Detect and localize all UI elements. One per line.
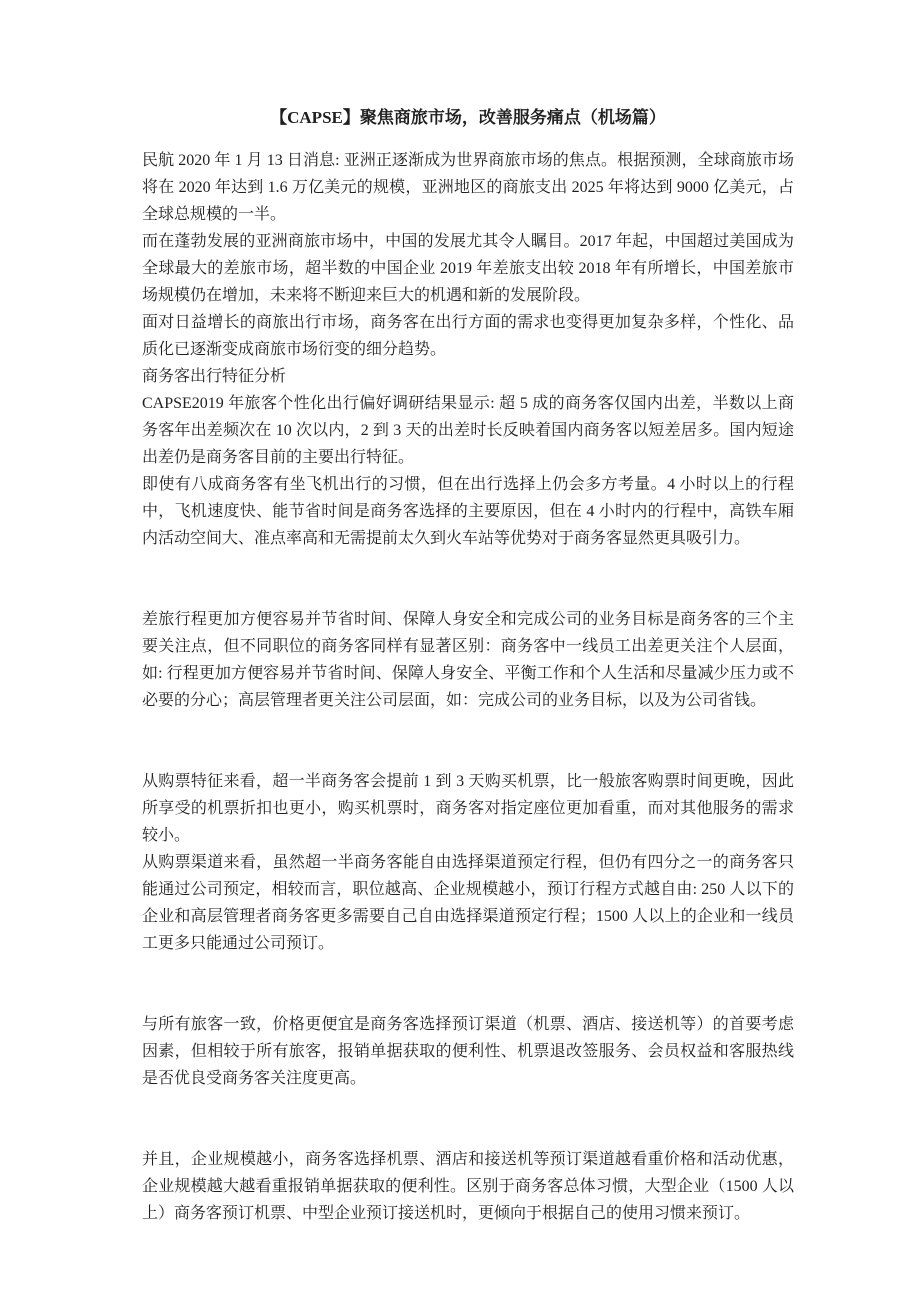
paragraph-company-size-preferences: 并且，企业规模越小，商务客选择机票、酒店和接送机等预订渠道越看重价格和活动优惠，企业规模越大越看重报销单据获取的便利性。区别于商务客总体习惯，大型企业（1500 人以上）商务客预订机票、中型企业预订接送机时，更倾向于根据自己的使用习惯来预订。 — [142, 1151, 794, 1222]
paragraph-ticket-purchase-timing: 从购票特征来看，超一半商务客会提前 1 到 3 天购买机票，比一般旅客购票时间更晚，因此所享受的机票折扣也更小，购买机票时，商务客对指定座位更加看重，而对其他服务的需求较小。 — [142, 773, 794, 844]
paragraph-market-trends: 面对日益增长的商旅出行市场，商务客在出行方面的需求也变得更加复杂多样，个性化、品质化已逐渐变成商旅市场衍变的细分趋势。 — [142, 314, 794, 358]
paragraph-minhang-news-intro: 民航 2020 年 1 月 13 日消息: 亚洲正逐渐成为世界商旅市场的焦点。根据预测，全球商旅市场将在 2020 年达到 1.6 万亿美元的规模，亚洲地区的商旅支出 2025 年将达到 9000 亿美元，占全球总规模的一半。 — [142, 152, 794, 223]
blank-line-gap-4 — [142, 1092, 794, 1146]
paragraph-price-priority: 与所有旅客一致，价格更便宜是商务客选择预订渠道（机票、酒店、接送机等）的首要考虑因素，但相较于所有旅客，报销单据获取的便利性、机票退改签服务、会员权益和客服热线是否优良受商务客关注度更高。 — [142, 1016, 794, 1087]
blank-line-gap-2 — [142, 714, 794, 768]
paragraph-china-travel-market: 而在蓬勃发展的亚洲商旅市场中，中国的发展尤其令人瞩目。2017 年起，中国超过美国成为全球最大的差旅市场，超半数的中国企业 2019 年差旅支出较 2018 年有所增长，中国差旅市场规模仍在增加，未来将不断迎来巨大的机遇和新的发展阶段。 — [142, 233, 794, 304]
blank-line-gap-3 — [142, 957, 794, 1011]
paragraph-business-traveler-concerns: 差旅行程更加方便容易并节省时间、保障人身安全和完成公司的业务目标是商务客的三个主要关注点，但不同职位的商务客同样有显著区别：商务客中一线员工出差更关注个人层面，如: 行程更加方便容易并节省时间、保障人身安全、平衡工作和个人生活和尽量减少压力或不必要的分心；高层管理者更关注公司层面，如：完成公司的业务目标，以及为公司省钱。 — [142, 611, 794, 709]
section-heading-travel-characteristics: 商务客出行特征分析 — [142, 368, 287, 385]
blank-line-gap-1 — [142, 552, 794, 606]
paragraph-capse-survey-results: CAPSE2019 年旅客个性化出行偏好调研结果显示: 超 5 成的商务客仅国内出差，半数以上商务客年出差频次在 10 次以内，2 到 3 天的出差时长反映着国内商务客以短差居多。国内短途出差仍是商务客目前的主要出行特征。 — [142, 395, 794, 466]
paragraph-flight-vs-rail: 即使有八成商务客有坐飞机出行的习惯，但在出行选择上仍会多方考量。4 小时以上的行程中，飞机速度快、能节省时间是商务客选择的主要原因，但在 4 小时内的行程中，高铁车厢内活动空间大、准点率高和无需提前太久到火车站等优势对于商务客显然更具吸引力。 — [142, 476, 794, 547]
document-title: 【CAPSE】聚焦商旅市场，改善服务痛点（机场篇） — [270, 108, 666, 127]
paragraph-booking-channels: 从购票渠道来看，虽然超一半商务客能自由选择渠道预定行程，但仍有四分之一的商务客只能通过公司预定，相较而言，职位越高、企业规模越小，预订行程方式越自由: 250 人以下的企业和高层管理者商务客更多需要自己自由选择渠道预定行程；1500 人以上的企业和一线员工更多只能通过公司预订。 — [142, 854, 794, 952]
